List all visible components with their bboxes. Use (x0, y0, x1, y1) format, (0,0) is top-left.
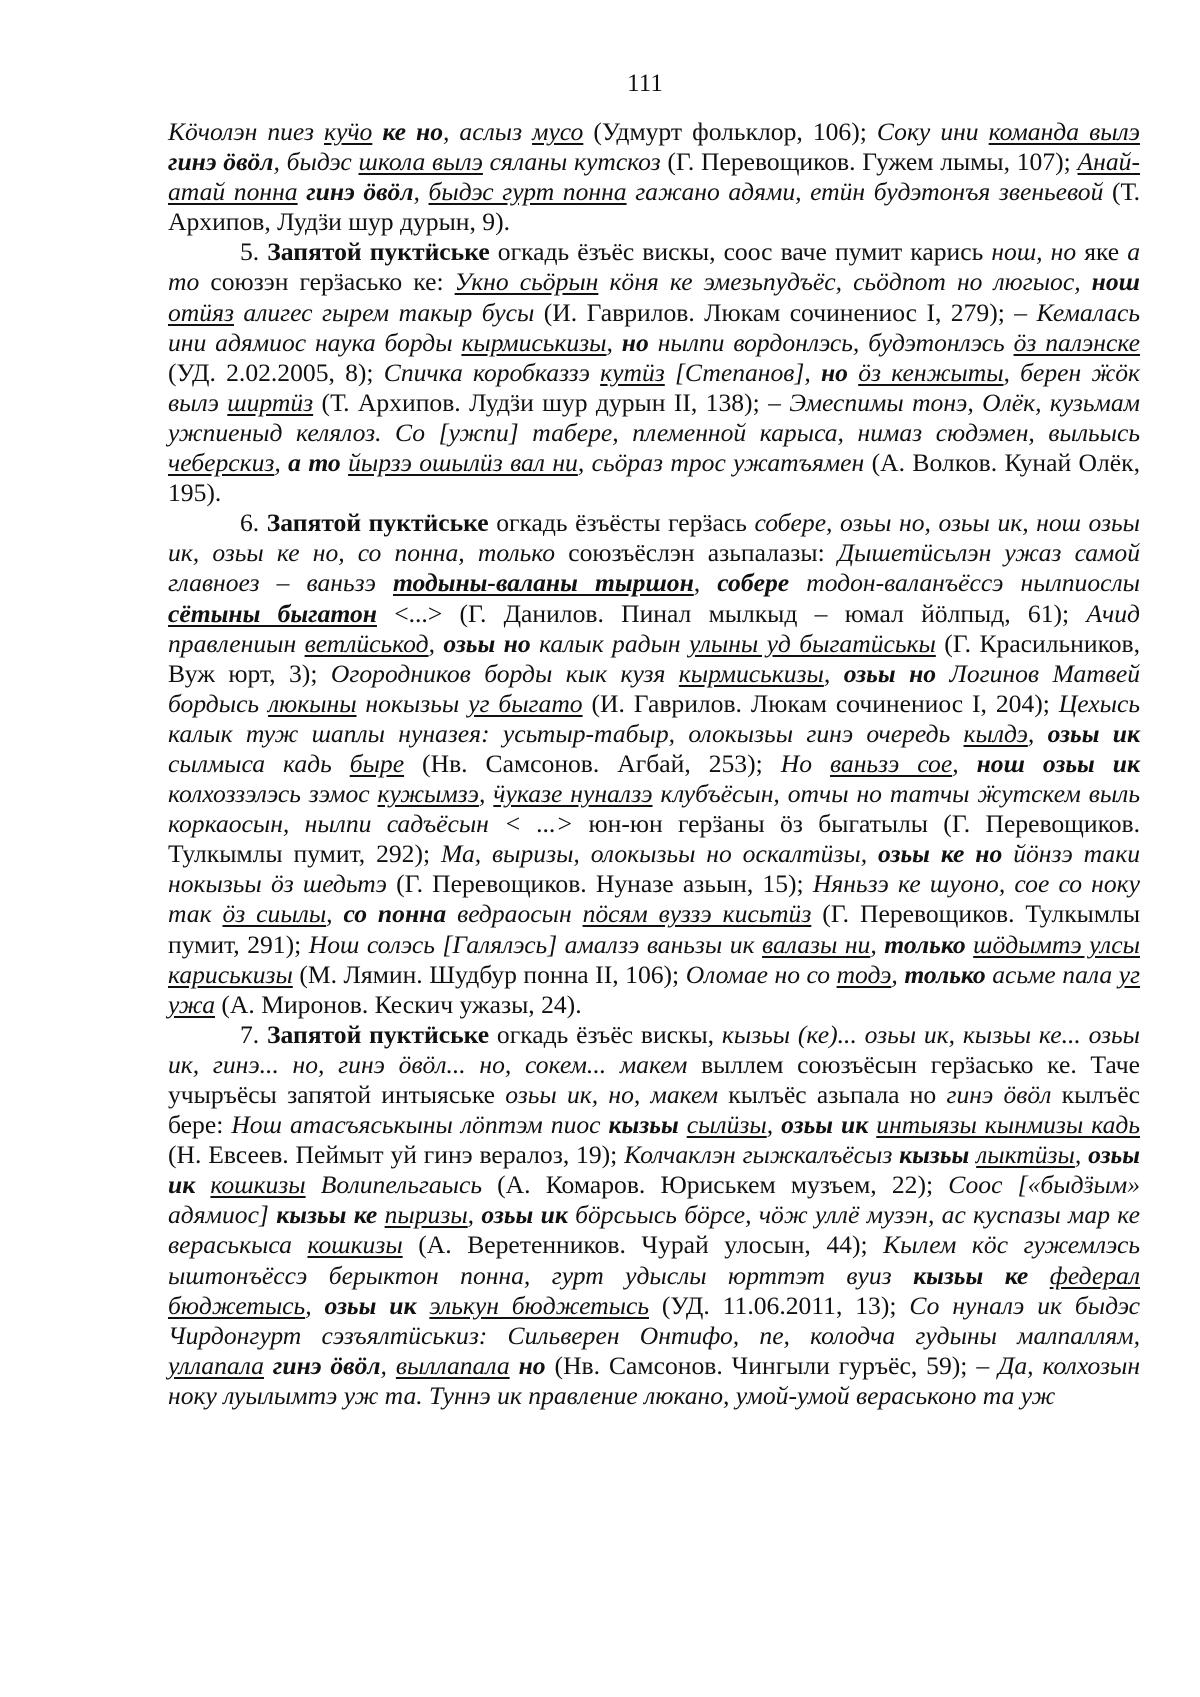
text-run: озьы ик (1047, 718, 1140, 748)
text-run: [Степанов], (664, 357, 821, 387)
text-run: , (870, 929, 885, 959)
text-run: Кылем кӧс гужемлэсь ыштонъёссэ берыктон понна, гурт удыслы юрттэт вуиз (168, 1230, 1140, 1290)
paragraph (168, 508, 1140, 1020)
text-run: озьы ик (168, 1140, 1141, 1200)
text-run: Огородников борды кык кузя (330, 658, 679, 688)
paragraph (168, 237, 1140, 508)
text-run: сылмыса кадь (168, 748, 350, 778)
text-run: , (305, 1290, 325, 1320)
text-run: Запятой пуктӥське (267, 1019, 490, 1049)
text-run: (Нв. Самсонов. Агбай, 253); (404, 748, 781, 778)
text-run: выллапала (395, 1350, 510, 1380)
text-run: 6. (240, 508, 267, 538)
text-run: (Г. Перевощиков. Гужем лымы, 107); (660, 147, 1078, 177)
text-run: Эмеспимы тонэ, Олёк, кузьмам ужпиеныд келялоз. Со [ужпи] табере, племенной карыса, нимаз сюдэмен, выльысь (168, 387, 1140, 447)
text-run: , (274, 448, 289, 478)
text-run: <...> (Г. Данилов. Пинал мылкыд – юмал йӧлпыд, 61); (376, 598, 1087, 628)
text-run: но (518, 1350, 546, 1380)
text-run: Колчаклэн гыжкалъёсыз (624, 1140, 900, 1170)
text-run: Логинов Матвей бордысь (168, 658, 1140, 718)
text-run: но (820, 357, 848, 387)
text-run: пыризы (384, 1200, 468, 1230)
text-run: Соос [«быдӟым» адямиос] (168, 1170, 1140, 1230)
text-run: ӧз кенжыты (858, 357, 1004, 387)
text-run: Запятой пуктӥське (267, 237, 490, 267)
text-run (341, 448, 348, 477)
text-run: а то (288, 448, 341, 478)
text-run: , (380, 1350, 396, 1380)
text-run: Ма, выризы, олокызьы но оскалтӥзы, (441, 839, 879, 869)
text-run: , (891, 959, 905, 989)
paragraph (168, 1020, 1140, 1411)
text-run: , берен ӝӧк вылэ (168, 357, 1141, 417)
text-run: тодон-валанъёссэ нылпиослы (789, 568, 1140, 598)
document-body (168, 117, 1140, 1411)
text-run: собере (717, 568, 790, 598)
text-run: кызьы ке (276, 1200, 378, 1230)
text-run: со понна (343, 899, 447, 929)
text-run: кошкизы (307, 1230, 403, 1260)
text-run: кужымзэ (377, 779, 479, 809)
text-run: ке но (382, 117, 443, 146)
text-run: Да, колхозын ноку луылымтэ уж та. Туннэ ик правление люкано, умой-умой вераськоно та уж (168, 1350, 1141, 1410)
text-run: нош (1091, 267, 1140, 297)
text-run: Соку ини (876, 117, 989, 146)
text-run: (Удмурт фольклор, 106); (583, 117, 877, 146)
text-run (510, 1351, 519, 1380)
text-run: , (413, 177, 429, 207)
text-run: Со нуналэ ик быдэс Чирдонгурт сэзъялтӥськиз: Сильверен Онтифо, пе, колодча гудыны малпаллям, (168, 1290, 1140, 1350)
text-run: озьы ик (324, 1290, 417, 1320)
text-run: , (1027, 718, 1048, 748)
text-run: валазы ни (762, 929, 871, 959)
text-run (264, 1351, 273, 1380)
text-run: (Г. Перевощиков. Тулкымлы пумит, 291); (168, 899, 1141, 959)
text-run: гажано адями, етӥн будэтонъя звеньевой (626, 177, 1104, 207)
text-run: шӧдымтэ улсы кариськизы (168, 929, 1140, 989)
text-run: кылъёс азьпала но (718, 1080, 947, 1109)
text-run: (УД. 2.02.2005, 8); (168, 357, 384, 387)
text-run: , (606, 327, 622, 357)
text-run: яке (1076, 237, 1128, 267)
text-run (195, 1170, 210, 1199)
text-run: (И. Гаврилов. Люкам сочинениос I, 279); – (534, 297, 1037, 327)
text-run: быре (349, 748, 405, 778)
text-run: , (823, 658, 844, 688)
text-run: алигес гырем такыр бусы (233, 297, 535, 327)
text-run: , (467, 1200, 482, 1230)
text-run: Анай-атай понна (168, 147, 1140, 207)
text-run: быдэс гурт понна (428, 177, 627, 207)
text-run: (УД. 11.06.2011, 13); (648, 1290, 910, 1320)
text-run: , (1074, 1140, 1089, 1170)
text-run: пӧсям вуззэ кисьтӥз (582, 899, 812, 929)
text-run: гинэ ӧвӧл (272, 1350, 381, 1380)
text-run: , (478, 779, 494, 809)
text-run: 7. (240, 1019, 267, 1049)
text-run: Волипельгаысь (305, 1170, 482, 1200)
text-run: калык радын (530, 628, 690, 658)
text-run: юн-юн герӟаны ӧз быгатылы (Г. Перевощиков. Тулкымлы пумит, 292); (168, 809, 1140, 869)
text-run: 5. (240, 237, 268, 267)
text-run: уллапала (168, 1350, 264, 1380)
text-run: куӵо (323, 117, 373, 146)
text-run: федерал бюджетысь (168, 1260, 1140, 1320)
text-run: кызьы (ке)... озьы ик, кызьы ке... озьы ик, гинэ... но, гинэ ӧвӧл... но, сокем... макем (168, 1019, 1140, 1079)
text-run: только (904, 959, 986, 989)
text-run (848, 358, 858, 387)
text-run: огкадь ёзъёс вискы, соос ваче пумит карись (489, 237, 992, 267)
text-run: улыны уд быгатӥськы (689, 628, 936, 658)
text-run (377, 1200, 384, 1229)
text-run: огкадь ёзъёс вискы, (489, 1019, 722, 1049)
text-run: Цехысь калык туж шаплы нуназея: усьтыр-табыр, олокызьы гинэ очередь (168, 688, 1140, 748)
text-run: , (326, 899, 344, 929)
text-run: озьы ке но (878, 839, 1003, 869)
text-run: нош, но (991, 237, 1077, 267)
text-run: (Нв. Самсонов. Чингыли гуръёс, 59); – (545, 1350, 999, 1380)
text-run: сяланы кутскоз (482, 147, 661, 177)
text-run: , быдэс (273, 147, 359, 177)
text-run: йырзэ ошылӥз вал ни (348, 448, 578, 478)
text-run: (Т. Архипов, Лудӟи шур дурын, 9). (168, 177, 1141, 237)
text-run: кошкизы (210, 1170, 306, 1200)
text-run (679, 1110, 687, 1139)
text-run: ӧз палэнске (1013, 327, 1141, 357)
page-number: 111 (627, 70, 663, 97)
text-run: кутӥз (600, 357, 665, 387)
text-run: Няньзэ ке шуоно, сое со ноку так (168, 869, 1140, 929)
text-run: интыязы кынмизы кадь (876, 1110, 1140, 1140)
text-run: команда вылэ (988, 117, 1140, 146)
text-run: а то (168, 237, 1141, 297)
text-run: ӧз сиылы (222, 899, 327, 929)
text-run (372, 117, 382, 146)
text-run: кылдэ (963, 718, 1028, 748)
text-run (298, 177, 307, 206)
text-run: Ачид правлениын (168, 598, 1140, 658)
text-run: нылпи вордонлэсь, будэтонлэсь (648, 327, 1014, 357)
text-run: (Т. Архипов. Лудӟи шур дурын II, 138); – (313, 387, 790, 417)
text-run: союзэн герӟасько ке: (199, 267, 455, 297)
text-run: Кӧчолэн пиез (168, 117, 324, 146)
text-run: тодэ (836, 959, 892, 989)
text-run: озьы ик (481, 1200, 568, 1230)
text-run: кӧня ке эмезьпудъёс, сьӧдпот но люгыос, (598, 267, 1092, 297)
text-run: кызьы (899, 1140, 970, 1170)
text-run: (Г. Перевощиков. Нуназе азьын, 15); (386, 869, 813, 899)
text-run: озьы ик (781, 1110, 869, 1140)
text-run: клубъёсын, отчы но татчы ӝутскем выль коркаосын, нылпи садъёсын < ...> (168, 779, 1140, 839)
text-run: (М. Лямин. Шудбур понна II, 106); (292, 959, 686, 989)
text-run: кызьы (608, 1110, 679, 1140)
text-run: ветлӥськод (304, 628, 429, 658)
text-run: нош озьы ик (976, 748, 1140, 778)
text-run: ширтӥз (227, 387, 314, 417)
text-run: (Н. Евсеев. Пеймыт уй гинэ вералоз, 19); (168, 1140, 625, 1170)
text-run: Нош атасъяськыны лӧптэм пиос (231, 1110, 609, 1140)
text-run: Дышетӥсьлэн ужаз самой главноез – ваньзэ (168, 538, 1140, 598)
text-run: Нош солэсь [Галялэсь] амалзэ ваньзы ик (308, 929, 763, 959)
text-run: союзъёслэн азьпалазы: (555, 538, 838, 568)
text-run: выллем союзъёсын герӟасько ке. Таче учыръёсы запятой интыяське (168, 1049, 1140, 1109)
text-run: собере, озьы но, озьы ик, нош озьы ик, озьы ке но, со понна, только (168, 508, 1140, 568)
text-run: озьы ик, но, макем (505, 1080, 719, 1109)
text-run: лыктӥзы (976, 1140, 1075, 1170)
text-run: (А. Веретенников. Чурай улосын, 44); (402, 1230, 884, 1260)
text-run: кырмиськизы (678, 658, 824, 688)
text-run (1028, 1261, 1049, 1290)
text-run (417, 1291, 430, 1320)
text-run: (А. Волков. Кунай Олёк, 195). (168, 448, 1140, 508)
text-run: Запятой пуктӥське (266, 508, 489, 538)
text-run: колхоззэлэсь зэмос (168, 779, 378, 809)
text-run: огкадь ёзъёсты герӟась (488, 508, 755, 538)
text-run: элькун бюджетысь (429, 1290, 649, 1320)
text-run: тодыны-валаны тыршон (392, 568, 694, 598)
text-run: (И. Гаврилов. Люкам сочинениос I, 204); (582, 688, 1059, 718)
text-run: , аслыз (443, 117, 533, 146)
text-run: ӵуказе нуналзэ (493, 779, 653, 809)
text-run: гинэ ӧвӧл (946, 1080, 1052, 1109)
text-run: нокызьы (356, 688, 469, 718)
text-run: асьме пала (985, 959, 1119, 989)
text-run (966, 930, 974, 959)
text-run: кылъёс бере: (168, 1080, 1140, 1140)
text-run: озьы но (443, 628, 531, 658)
text-run: уг ужа (168, 959, 1141, 1019)
text-run: , (693, 568, 718, 598)
text-run: (А. Комаров. Юриськем музъем, 22); (481, 1170, 949, 1200)
text-run: йӧнзэ таки нокызьы ӧз шедьтэ (168, 839, 1141, 899)
text-run: Спичка коробказзэ (383, 357, 601, 387)
text-run: Кемалась ини адямиос наука борды (168, 297, 1141, 357)
text-run: Укно сьӧрын (454, 267, 599, 297)
text-run: но (621, 327, 649, 357)
text-run: люкыны (267, 688, 357, 718)
paragraph (168, 117, 1140, 237)
text-run: гинэ ӧвӧл (306, 177, 414, 207)
text-run: Оломае но со (685, 959, 837, 989)
text-run: школа вылэ (358, 147, 483, 177)
text-run: сылӥзы (686, 1110, 767, 1140)
text-run: мусо (532, 117, 584, 146)
text-run: только (884, 929, 966, 959)
text-run: отӥяз (168, 297, 234, 327)
text-run: , сьӧраз трос ужатъямен (577, 448, 865, 478)
text-run: уг быгато (468, 688, 583, 718)
text-run: ведраосын (446, 899, 583, 929)
text-run: кырмиськизы (461, 327, 607, 357)
text-run: чеберскиз (168, 448, 275, 478)
text-run: , (766, 1110, 782, 1140)
text-run: гинэ ӧвӧл (168, 147, 274, 177)
text-run: кызьы ке (913, 1260, 1029, 1290)
text-run: , (428, 628, 444, 658)
text-run: (Г. Красильников, Вуж юрт, 3); (168, 628, 1140, 688)
text-run: , (952, 748, 977, 778)
text-run: (А. Миронов. Кескич ужазы, 24). (215, 989, 582, 1019)
text-run: ваньзэ сое (829, 748, 953, 778)
text-run: сётыны быгатон (168, 598, 377, 628)
text-run: Но (780, 748, 830, 778)
text-run: озьы но (843, 658, 937, 688)
text-run: бӧрсьысь бӧрсе, чӧж уллё музэн, ас куспазы мар ке вераськыса (168, 1200, 1141, 1260)
